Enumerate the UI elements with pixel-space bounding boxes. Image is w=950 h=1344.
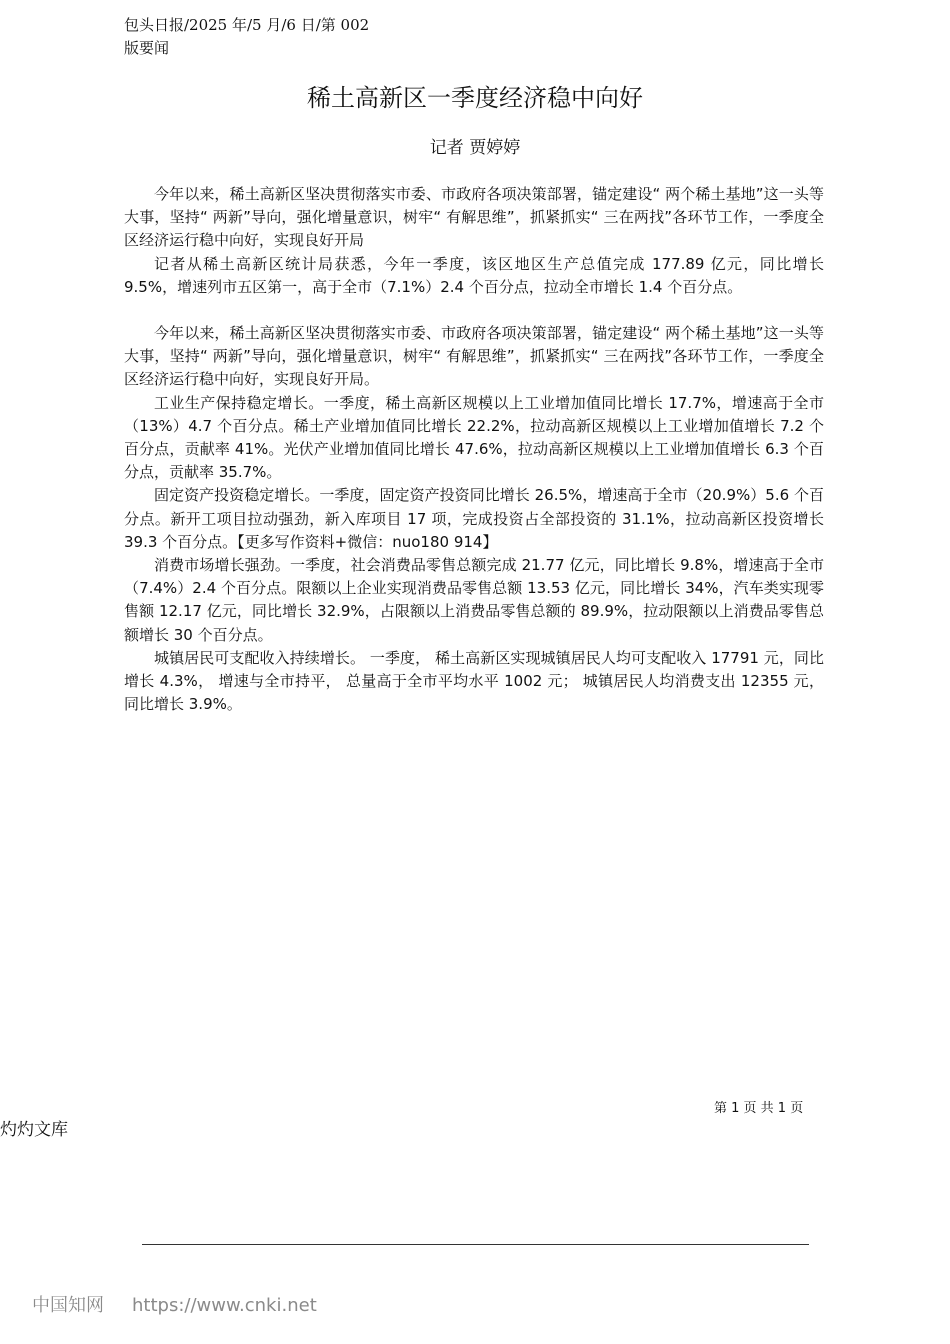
paragraph: 固定资产投资稳定增长。一季度，固定资产投资同比增长 26.5%，增速高于全市（20.9%）5.6 个百分点。新开工项目拉动强劲，新入库项目 17 项，完成投资占全部投资的 31.1%，拉动高新区投资增长 39.3 个百分点。【更多写作资料+微信：nuo180 914】 (124, 486, 824, 551)
article-body (124, 183, 824, 716)
footer-url[interactable]: https://www.cnki.net (132, 1295, 317, 1316)
section-label: 版要闻 (124, 39, 170, 57)
paragraph: 城镇居民可支配收入持续增长。 一季度， 稀土高新区实现城镇居民人均可支配收入 17791 元，同比增长 4.3%， 增速与全市持平， 总量高于全市平均水平 1002 元； 城镇居民人均消费支出 12355 元，同比增长 3.9%。 (124, 648, 824, 714)
paragraph: 工业生产保持稳定增长。一季度，稀土高新区规模以上工业增加值同比增长 17.7%，增速高于全市（13%）4.7 个百分点。稀土产业增加值同比增长 22.2%，拉动高新区规模以上工业增加值增长 7.2 个百分点，贡献率 41%。光伏产业增加值同比增长 47.6%，拉动高新区规模以上工业增加值增长 6.3 个百分点，贡献率 35.7%。 (124, 393, 824, 482)
byline: 记者 贾婷婷 (429, 138, 521, 158)
source-line: 包头日报/2025 年/5 月/6 日/第 002 (124, 16, 370, 34)
paragraph: 消费市场增长强劲。一季度，社会消费品零售总额完成 21.77 亿元，同比增长 9.8%，增速高于全市（7.4%）2.4 个百分点。限额以上企业实现消费品零售总额 13.53 亿元，同比增长 34%，汽车类实现零售额 12.17 亿元，同比增长 32.9%，占限额以上消费品零售总额的 89.9%，拉动限额以上消费品零售总额增长 30 个百分点。 (124, 556, 824, 644)
paragraph: 今年以来，稀土高新区坚决贯彻落实市委、市政府各项决策部署，锚定建设“ 两个稀土基地”这一头等大事，坚持“ 两新”导向，强化增量意识，树牢“ 有解思维”，抓紧抓实“ 三在两找”各环节工作，一季度全区经济运行稳中向好，实现良好开局 (124, 185, 824, 250)
article-title: 稀土高新区一季度经济稳中向好 (307, 84, 643, 112)
watermark-text: 灼灼文库 (0, 1120, 68, 1140)
paragraph: 今年以来，稀土高新区坚决贯彻落实市委、市政府各项决策部署，锚定建设“ 两个稀土基地”这一头等大事，坚持“ 两新”导向，强化增量意识，树牢“ 有解思维”，抓紧抓实“ 三在两找”各环节工作，一季度全区经济运行稳中向好，实现良好开局。 (124, 324, 824, 389)
paragraph: 记者从稀土高新区统计局获悉，今年一季度，该区地区生产总值完成 177.89 亿元，同比增长 9.5%，增速列市五区第一，高于全市（7.1%）2.4 个百分点，拉动全市增长 1.4 个百分点。 (124, 254, 824, 296)
footer-divider (142, 1244, 809, 1245)
page-number: 第 1 页 共 1 页 (714, 1101, 804, 1116)
footer-brand: 中国知网 (32, 1295, 104, 1316)
